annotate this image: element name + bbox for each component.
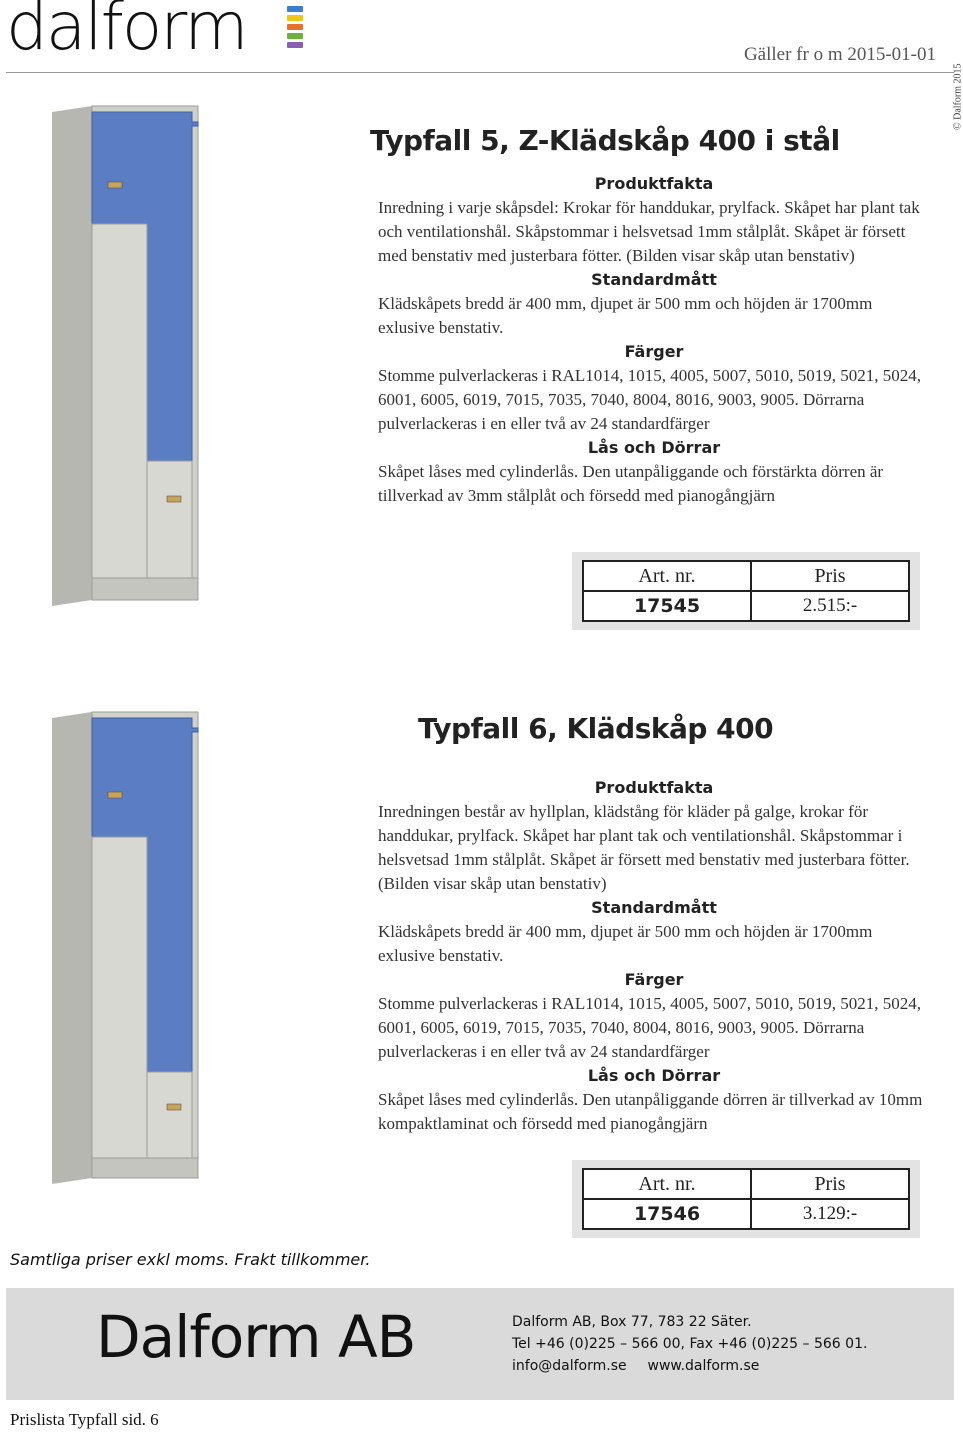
locker-image [52,712,202,1184]
company-name: Dalform AB [96,1303,416,1371]
price-header: Pris [751,1169,909,1199]
price-value: 3.129:- [751,1199,909,1229]
price-table [582,560,910,622]
product-description [378,172,930,508]
section-heading: Lås och Dörrar [587,1066,721,1085]
section-text: Skåpet låses med cylinderlås. Den utanpåliggande dörren är tillverkad av 10mm kompaktlaminat och försedd med pianogångjärn [378,1090,923,1133]
price-table-box [572,1160,920,1238]
section-text: Inredningen består av hyllplan, klädstång för kläder på galge, krokar för handdukar, prylfack. Skåpet har plant tak och ventilationshål. Skåpstommar i helsvetsad 1mm stålplåt. Skåpet är försett med benstativ med justerbara fötter. (Bilden visar skåp utan benstativ) [378,802,910,893]
art-nr-header: Art. nr. [583,1169,751,1199]
dalform-logo: dalform [6,0,247,65]
art-nr-header: Art. nr. [583,561,751,591]
section-text: Klädskåpets bredd är 400 mm, djupet är 500 mm och höjden är 1700mm exlusive benstativ. [378,294,873,337]
section-heading: Standardmått [591,898,717,917]
email-link[interactable]: info@dalform.se [512,1358,627,1374]
valid-from-date: Gäller fr o m 2015-01-01 [743,44,936,65]
section-text: Skåpet låses med cylinderlås. Den utanpåliggande och förstärkta dörren är tillverkad av 3mm stålplåt och försedd med pianogångjärn [378,462,884,505]
logo-color-bars-icon [287,6,303,58]
section-heading: Lås och Dörrar [587,438,721,457]
section-heading: Produktfakta [594,778,714,797]
copyright-notice: © Dalform 2015 [952,63,963,130]
section-text: Stomme pulverlackeras i RAL1014, 1015, 4005, 5007, 5010, 5019, 5021, 5024, 6001, 6005, 6019, 7015, 7035, 7040, 8004, 8016, 9003, 9005. Dörrarna pulverlackeras i en eller två av 24 standardfärger [378,366,922,433]
product-title: Typfall 5, Z-Klädskåp 400 i stål [370,124,840,157]
section-text: Inredning i varje skåpsdel: Krokar för handdukar, prylfack. Skåpet har plant tak och ventilationshål. Skåpstommar i helsvetsad 1mm stålplåt. Skåpet är försett med benstativ med justerbara fötter. (Bilden visar skåp utan benstativ) [378,198,920,265]
contact-info [512,1311,867,1377]
section-text: Klädskåpets bredd är 400 mm, djupet är 500 mm och höjden är 1700mm exlusive benstativ. [378,922,873,965]
page-label: Prislista Typfall sid. 6 [10,1410,159,1429]
product-description [378,776,930,1136]
price-table-box [572,552,920,630]
address: Dalform AB, Box 77, 783 22 Säter. [512,1314,752,1330]
section-heading: Färger [624,970,684,989]
phone-fax: Tel +46 (0)225 – 566 00, Fax +46 (0)225 – 566 01. [512,1336,868,1352]
price-value: 2.515:- [751,591,909,621]
section-heading: Färger [624,342,684,361]
email-web-line [512,1355,867,1377]
product-title: Typfall 6, Klädskåp 400 [418,712,774,745]
section-heading: Standardmått [591,270,717,289]
price-header: Pris [751,561,909,591]
section-heading: Produktfakta [594,174,714,193]
price-table [582,1168,910,1230]
z-locker-image [52,106,202,606]
section-text: Stomme pulverlackeras i RAL1014, 1015, 4005, 5007, 5010, 5019, 5021, 5024, 6001, 6005, 6019, 7015, 7035, 7040, 8004, 8016, 9003, 9005. Dörrarna pulverlackeras i en eller två av 24 standardfärger [378,994,922,1061]
art-nr-value: 17545 [583,591,751,621]
header-divider [6,72,954,73]
price-notice: Samtliga priser exkl moms. Frakt tillkommer. [10,1250,371,1269]
website-link[interactable]: www.dalform.se [647,1358,760,1374]
art-nr-value: 17546 [583,1199,751,1229]
